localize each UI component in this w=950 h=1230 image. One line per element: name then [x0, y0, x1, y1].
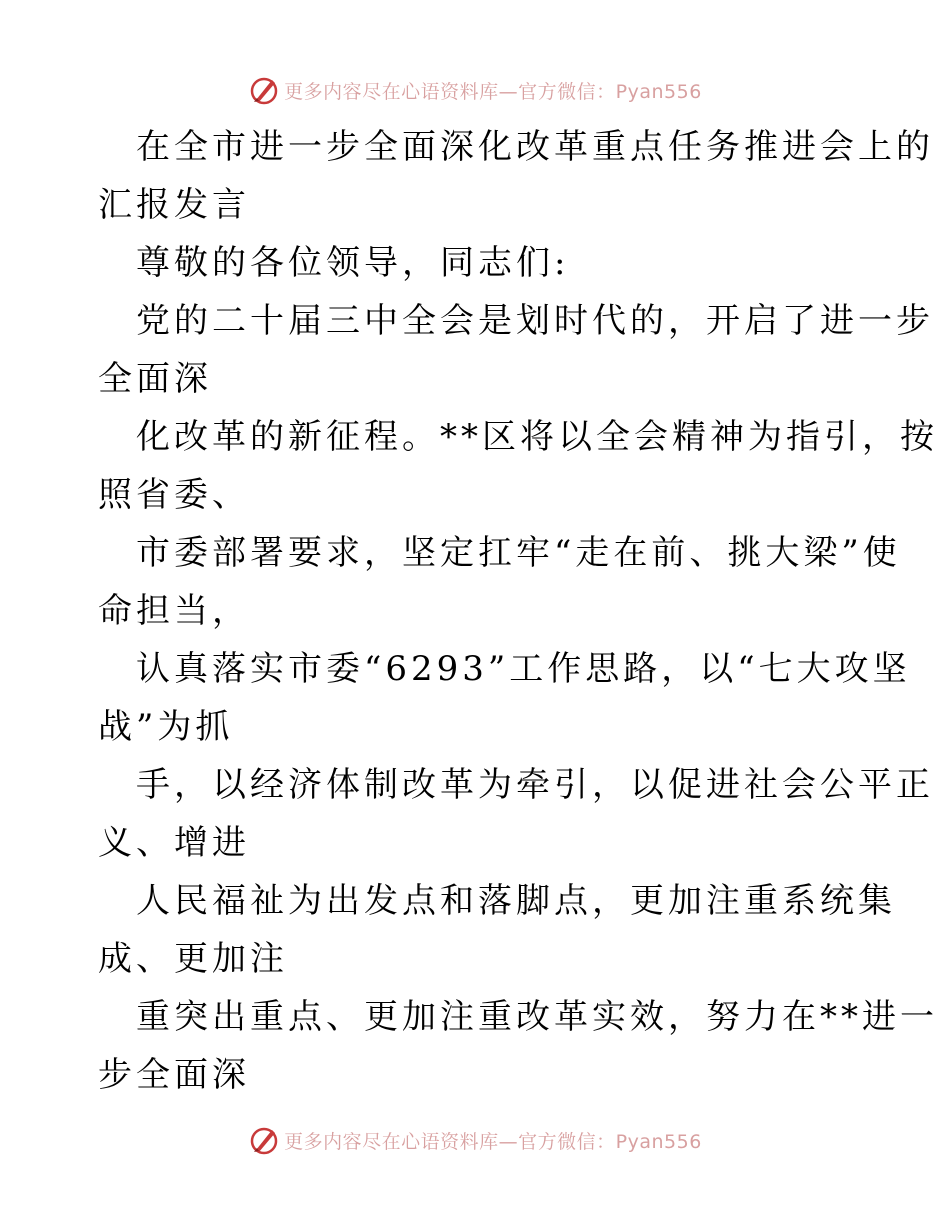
text-line: 尊敬的各位领导，同志们:: [136, 243, 570, 283]
text-line: 认真落实市委“6293”工作思路，以“七大攻坚: [136, 649, 911, 689]
text-line: 党的二十届三中全会是划时代的，开启了进一步: [136, 301, 934, 341]
quill-pen-logo-icon: [248, 1124, 280, 1156]
footer-watermark: [0, 1120, 950, 1160]
quill-pen-logo-icon: [248, 74, 280, 106]
text-line: 人民福祉为出发点和落脚点，更加注重系统集: [136, 881, 896, 921]
text-line: 汇报发言: [98, 185, 250, 225]
text-line: 战”为抓: [98, 707, 234, 747]
watermark-text: 更多内容尽在心语资料库—官方微信：Pyan556: [284, 1130, 702, 1153]
text-line: 步全面深: [98, 1055, 250, 1095]
text-line: 成、更加注: [98, 939, 288, 979]
text-line: 照省委、: [98, 475, 250, 515]
document-body: [98, 118, 938, 1104]
text-line: 义、增进: [98, 823, 250, 863]
watermark-text: 更多内容尽在心语资料库—官方微信：Pyan556: [284, 80, 702, 103]
text-line: 在全市进一步全面深化改革重点任务推进会上的: [136, 127, 934, 167]
text-line: 手，以经济体制改革为牵引，以促进社会公平正: [136, 765, 934, 805]
text-line: 化改革的新征程。**区将以全会精神为指引，按: [136, 417, 938, 457]
text-line: 全面深: [98, 359, 212, 399]
text-line: 重突出重点、更加注重改革实效，努力在**进一: [136, 997, 938, 1037]
header-watermark: [0, 70, 950, 110]
text-line: 市委部署要求，坚定扛牢“走在前、挑大梁”使: [136, 533, 901, 573]
text-line: 命担当，: [98, 591, 250, 631]
